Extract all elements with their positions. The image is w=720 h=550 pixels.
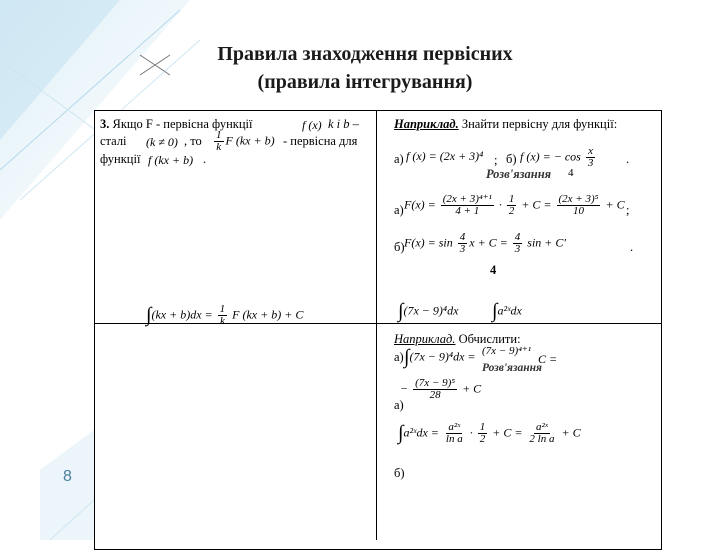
- solution-1-label: Розв'язання: [486, 167, 552, 181]
- rule-text-2: сталі: [100, 134, 127, 148]
- solution-b-expression: F(x) = sin $\frac{4}{3}$ x + C = $\frac{4}{3}$ sin + C': [404, 231, 566, 255]
- page-title: [150, 40, 580, 96]
- rule-then: , то: [184, 134, 202, 148]
- rule-k-b: k і b –: [328, 117, 359, 131]
- solution-b-label: б): [394, 240, 405, 254]
- rule-k-not-zero: (k ≠ 0): [146, 135, 178, 149]
- solution-a-expression: F(x) = $\frac{\text{(2x + 3)⁴⁺¹}}{4 + 1}$ · $\frac{1}{2}$ + C = $\frac{\text{(2x + 3)⁵}}{10}$ + C: [404, 193, 625, 217]
- solution-a-label: а): [394, 203, 404, 217]
- solution-b-end: .: [630, 240, 634, 254]
- example-1-label: Наприклад.: [394, 117, 459, 131]
- solution-2-a-label: а): [394, 398, 404, 412]
- example-1-b-coefficient: 4: [568, 167, 574, 179]
- example-1-separator: ;: [494, 153, 498, 167]
- example-1-b-function: f (x) = − cos $\frac{x}{3}$: [520, 145, 594, 169]
- title-line-2: (правила інтегрування): [257, 71, 473, 93]
- solution-b-under: 4: [490, 263, 497, 277]
- rule-F-expression: $\frac{1}{k}$ F (kx + b): [216, 129, 275, 153]
- example-1-heading: [394, 117, 617, 132]
- title-line-1: Правила знаходження первісних: [217, 43, 513, 65]
- rule-text-1: Якщо F - первісна функції: [112, 117, 253, 131]
- rule-fx: f (x): [302, 118, 322, 132]
- formula-left: (kx + b)dx =: [151, 307, 213, 322]
- example-1-a-label: а): [394, 152, 404, 166]
- example-2-label: Наприклад.: [394, 332, 456, 346]
- solution-2-b-expression: ∫a²ˣdx = $\frac{\text{a²ˣ}}{\text{ln a}}$ · $\frac{1}{2}$ + C = $\frac{\text{a²ˣ}}{\text{2 ln a}}$ + C: [398, 421, 581, 445]
- solution-2-label: Розв'язання: [482, 362, 542, 374]
- example-2-text: Обчислити:: [458, 332, 521, 346]
- rule-fkx: f (kx + b): [148, 153, 194, 167]
- example-1-a-function: f (x) = (2x + 3)⁴: [406, 149, 484, 163]
- table-vertical-divider: [376, 110, 377, 540]
- example-1-b-label: б): [506, 152, 517, 166]
- page-number: 8: [63, 468, 72, 485]
- rule-number: 3.: [100, 117, 110, 131]
- solution-2-a-expression: − $\frac{\text{(7x − 9)⁵}}{28}$ + C: [400, 377, 482, 401]
- example-2-a-label: а): [394, 350, 404, 364]
- formula-right: F (kx + b) + C: [232, 307, 304, 322]
- rule-text-3: - первісна для: [283, 134, 358, 148]
- example-1-dot: .: [626, 152, 630, 166]
- example-2-a-C: C =: [538, 352, 558, 366]
- rule-text-4: функції: [100, 152, 141, 166]
- integral-1: ∫(7x − 9)⁴dx: [398, 300, 459, 322]
- solution-2-b-label: б): [394, 466, 405, 480]
- integral-2: ∫a²ˣdx: [492, 300, 522, 322]
- rule-formula: ∫(kx + b)dx = $\frac{1}{k}$ F (kx + b) + C: [146, 303, 304, 327]
- content-table: [94, 110, 662, 550]
- example-1-text: Знайти первісну для функції:: [461, 117, 618, 131]
- example-2-a-integral: ∫(7x − 9)⁴dx =: [404, 346, 476, 368]
- rule-dot: .: [203, 152, 207, 166]
- example-2-overlap-num: (7x − 9)⁴⁺¹: [482, 345, 532, 357]
- solution-a-end: ;: [626, 203, 630, 217]
